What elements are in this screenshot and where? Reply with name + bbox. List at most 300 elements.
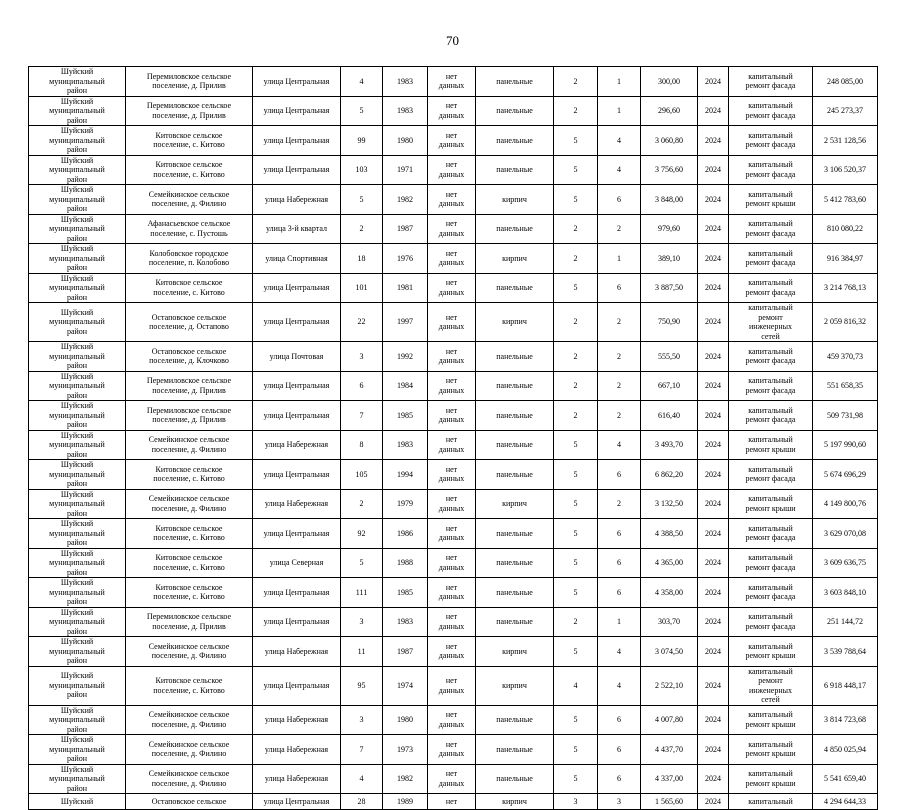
cell-text-year-built: 1982 bbox=[397, 774, 413, 783]
cell-no-data bbox=[428, 342, 476, 372]
cell-repair-year bbox=[698, 794, 729, 810]
cell-text-street: улица Центральная bbox=[263, 617, 330, 626]
cell-text-street: улица Набережная bbox=[264, 440, 329, 449]
cell-text-year-built: 1992 bbox=[397, 351, 413, 361]
cell-district bbox=[29, 244, 126, 274]
cell-entrances bbox=[598, 735, 641, 765]
cell-repair-year bbox=[698, 705, 729, 735]
cell-text-street: улица Центральная bbox=[263, 680, 330, 690]
cell-no-data bbox=[428, 637, 476, 667]
cell-text-house: 18 bbox=[357, 253, 366, 263]
cell-text-district: Шуйский муниципальный район bbox=[49, 155, 105, 184]
cell-text-area: 2 522,10 bbox=[655, 680, 683, 690]
cell-entrances bbox=[598, 342, 641, 372]
cell-text-cost: 2 531 128,56 bbox=[824, 135, 866, 145]
cell-text-house: 95 bbox=[357, 680, 366, 690]
cell-work bbox=[729, 126, 813, 156]
cell-text-repair-year: 2024 bbox=[705, 440, 721, 449]
cell-cost bbox=[813, 214, 878, 244]
cell-text-no-data: нет данных bbox=[438, 346, 465, 366]
cell-repair-year bbox=[698, 273, 729, 303]
cell-repair-year bbox=[698, 519, 729, 549]
cell-year-built bbox=[383, 185, 428, 215]
cell-text-work: капитальный ремонт фасада bbox=[745, 582, 796, 602]
cell-text-settlement: Семейкинское сельское поселение, д. Филино bbox=[148, 710, 230, 729]
cell-cost bbox=[813, 519, 878, 549]
cell-text-district: Шуйский муниципальный район bbox=[49, 214, 105, 243]
cell-text-walls: панельные bbox=[496, 715, 533, 724]
cell-text-work: капитальный ремонт крыши bbox=[745, 494, 796, 513]
cell-district bbox=[29, 342, 126, 372]
cell-text-walls: панельные bbox=[496, 351, 533, 361]
cell-text-no-data: нет данных bbox=[438, 435, 465, 454]
cell-text-no-data: нет данных bbox=[438, 189, 465, 209]
cell-district bbox=[29, 273, 126, 303]
cell-text-floors: 5 bbox=[573, 283, 578, 292]
cell-text-no-data: нет данных bbox=[438, 523, 465, 543]
cell-no-data bbox=[428, 430, 476, 460]
cell-text-area: 555,50 bbox=[658, 351, 680, 361]
cell-text-settlement: Остаповское сельское поселение, д. Клочково bbox=[149, 346, 229, 366]
cell-repair-year bbox=[698, 401, 729, 431]
cell-text-work: капитальный ремонт фасада bbox=[745, 346, 796, 366]
cell-repair-year bbox=[698, 96, 729, 126]
cell-cost bbox=[813, 96, 878, 126]
cell-repair-year bbox=[698, 126, 729, 156]
cell-text-repair-year: 2024 bbox=[705, 744, 721, 754]
cell-text-house: 7 bbox=[359, 410, 364, 420]
cell-street bbox=[253, 519, 341, 549]
cell-text-house: 5 bbox=[359, 558, 364, 567]
cell-work bbox=[729, 460, 813, 490]
cell-text-settlement: Перемиловское сельское поселение, д. Прилив bbox=[146, 612, 232, 631]
cell-text-entrances: 6 bbox=[617, 528, 621, 538]
cell-walls bbox=[476, 764, 554, 794]
cell-street bbox=[253, 735, 341, 765]
cell-text-floors: 5 bbox=[573, 528, 578, 538]
cell-entrances bbox=[598, 126, 641, 156]
table-row bbox=[29, 371, 878, 401]
cell-text-walls: панельные bbox=[496, 106, 533, 115]
cell-text-work: капитальный ремонт фасада bbox=[745, 160, 796, 179]
cell-settlement bbox=[126, 666, 253, 705]
cell-text-settlement: Семейкинское сельское поселение, д. Филино bbox=[148, 641, 230, 661]
table-row bbox=[29, 578, 878, 608]
cell-text-floors: 2 bbox=[573, 351, 578, 361]
cell-work bbox=[729, 244, 813, 274]
cell-year-built bbox=[383, 666, 428, 705]
cell-repair-year bbox=[698, 303, 729, 342]
cell-settlement bbox=[126, 303, 253, 342]
cell-floors bbox=[554, 666, 598, 705]
cell-text-settlement: Остаповское сельское bbox=[151, 796, 227, 806]
cell-text-walls: панельные bbox=[496, 165, 533, 174]
cell-entrances bbox=[598, 637, 641, 667]
cell-text-walls: панельные bbox=[496, 744, 533, 754]
cell-area bbox=[641, 735, 698, 765]
cell-text-walls: панельные bbox=[496, 440, 533, 449]
cell-street bbox=[253, 155, 341, 185]
cell-text-work: капитальный bbox=[748, 796, 793, 806]
cell-no-data bbox=[428, 578, 476, 608]
cell-house bbox=[341, 519, 383, 549]
cell-floors bbox=[554, 607, 598, 637]
cell-area bbox=[641, 67, 698, 97]
cell-area bbox=[641, 342, 698, 372]
cell-text-cost: 5 412 783,60 bbox=[824, 194, 866, 204]
cell-text-street: улица Центральная bbox=[263, 106, 330, 115]
cell-entrances bbox=[598, 489, 641, 519]
cell-house bbox=[341, 155, 383, 185]
cell-text-area: 4 358,00 bbox=[655, 587, 683, 597]
cell-area bbox=[641, 214, 698, 244]
cell-text-repair-year: 2024 bbox=[705, 774, 721, 783]
cell-text-year-built: 1985 bbox=[397, 587, 413, 597]
cell-text-settlement: Семейкинское сельское поселение, д. Филино bbox=[148, 769, 230, 788]
cell-text-house: 5 bbox=[359, 106, 364, 115]
cell-repair-year bbox=[698, 460, 729, 490]
cell-text-street: улица Центральная bbox=[263, 528, 330, 538]
cell-floors bbox=[554, 371, 598, 401]
cell-text-area: 667,10 bbox=[658, 381, 680, 390]
cell-area bbox=[641, 548, 698, 578]
cell-text-district: Шуйский муниципальный район bbox=[49, 67, 105, 95]
cell-text-entrances: 4 bbox=[617, 440, 621, 449]
cell-no-data bbox=[428, 735, 476, 765]
cell-work bbox=[729, 735, 813, 765]
cell-text-repair-year: 2024 bbox=[705, 106, 721, 115]
cell-district bbox=[29, 460, 126, 490]
cell-year-built bbox=[383, 430, 428, 460]
cell-year-built bbox=[383, 126, 428, 156]
cell-text-year-built: 1976 bbox=[397, 253, 413, 263]
cell-text-cost: 5 541 659,40 bbox=[824, 774, 866, 783]
cell-text-work: капитальный ремонт фасада bbox=[745, 612, 796, 631]
cell-text-area: 4 388,50 bbox=[655, 528, 683, 538]
cell-street bbox=[253, 96, 341, 126]
cell-no-data bbox=[428, 548, 476, 578]
cell-work bbox=[729, 519, 813, 549]
cell-area bbox=[641, 430, 698, 460]
cell-text-no-data: нет данных bbox=[438, 130, 465, 150]
cell-walls bbox=[476, 401, 554, 431]
cell-text-year-built: 1983 bbox=[397, 440, 413, 449]
table-row bbox=[29, 185, 878, 215]
cell-year-built bbox=[383, 764, 428, 794]
cell-district bbox=[29, 578, 126, 608]
cell-floors bbox=[554, 96, 598, 126]
cell-cost bbox=[813, 371, 878, 401]
cell-house bbox=[341, 371, 383, 401]
cell-walls bbox=[476, 705, 554, 735]
cell-text-house: 92 bbox=[357, 528, 366, 538]
cell-text-work: капитальный ремонт фасада bbox=[745, 130, 796, 150]
cell-entrances bbox=[598, 185, 641, 215]
cell-text-floors: 2 bbox=[573, 76, 578, 86]
cell-text-no-data: нет данных bbox=[438, 312, 465, 331]
cell-text-year-built: 1973 bbox=[397, 744, 413, 754]
cell-repair-year bbox=[698, 548, 729, 578]
cell-text-repair-year: 2024 bbox=[705, 317, 721, 327]
cell-cost bbox=[813, 401, 878, 431]
cell-cost bbox=[813, 126, 878, 156]
cell-text-walls: панельные bbox=[496, 410, 533, 420]
cell-text-street: улица Центральная bbox=[263, 381, 330, 390]
cell-walls bbox=[476, 214, 554, 244]
cell-district bbox=[29, 705, 126, 735]
cell-text-no-data: нет данных bbox=[438, 376, 465, 395]
cell-text-area: 750,90 bbox=[658, 317, 680, 327]
cell-text-entrances: 2 bbox=[617, 410, 621, 420]
cell-area bbox=[641, 303, 698, 342]
cell-text-cost: 3 603 848,10 bbox=[824, 587, 866, 597]
cell-no-data bbox=[428, 519, 476, 549]
cell-text-repair-year: 2024 bbox=[705, 680, 721, 690]
cell-text-street: улица Центральная bbox=[263, 587, 330, 597]
cell-text-no-data: нет данных bbox=[438, 582, 465, 602]
cell-cost bbox=[813, 794, 878, 810]
cell-no-data bbox=[428, 764, 476, 794]
cell-street bbox=[253, 578, 341, 608]
cell-text-entrances: 6 bbox=[617, 715, 621, 724]
cell-text-district: Шуйский муниципальный район bbox=[49, 126, 105, 154]
table-row bbox=[29, 489, 878, 519]
cell-settlement bbox=[126, 519, 253, 549]
cell-no-data bbox=[428, 666, 476, 705]
cell-text-house: 99 bbox=[357, 135, 366, 145]
cell-text-work: капитальный ремонт фасада bbox=[745, 464, 796, 484]
cell-text-work: капитальный ремонт крыши bbox=[745, 769, 796, 788]
cell-text-no-data: нет данных bbox=[438, 219, 465, 238]
cell-house bbox=[341, 430, 383, 460]
cell-text-repair-year: 2024 bbox=[705, 381, 721, 390]
cell-text-district: Шуйский муниципальный район bbox=[49, 578, 105, 606]
cell-text-repair-year: 2024 bbox=[705, 135, 721, 145]
cell-cost bbox=[813, 155, 878, 185]
cell-text-district: Шуйский муниципальный район bbox=[49, 764, 105, 793]
cell-text-house: 11 bbox=[357, 646, 366, 656]
cell-settlement bbox=[126, 342, 253, 372]
cell-text-no-data: нет данных bbox=[438, 101, 465, 120]
cell-text-year-built: 1984 bbox=[397, 381, 413, 390]
cell-text-walls: панельные bbox=[496, 469, 533, 479]
cell-year-built bbox=[383, 214, 428, 244]
cell-walls bbox=[476, 67, 554, 97]
cell-text-district: Шуйский муниципальный район bbox=[49, 96, 105, 125]
table-row bbox=[29, 244, 878, 274]
cell-walls bbox=[476, 342, 554, 372]
cell-text-house: 5 bbox=[359, 194, 364, 204]
cell-text-work: капитальный ремонт крыши bbox=[745, 641, 796, 661]
cell-text-year-built: 1997 bbox=[397, 317, 413, 327]
cell-text-walls: панельные bbox=[496, 774, 533, 783]
cell-text-no-data: нет bbox=[445, 796, 458, 806]
cell-text-house: 3 bbox=[359, 715, 364, 724]
cell-text-floors: 3 bbox=[573, 796, 578, 806]
cell-year-built bbox=[383, 401, 428, 431]
cell-text-floors: 5 bbox=[573, 440, 578, 449]
cell-repair-year bbox=[698, 244, 729, 274]
cell-floors bbox=[554, 460, 598, 490]
cell-text-work: капитальный ремонт фасада bbox=[745, 278, 796, 297]
cell-street bbox=[253, 371, 341, 401]
cell-floors bbox=[554, 430, 598, 460]
cell-text-walls: панельные bbox=[496, 558, 533, 567]
cell-text-house: 4 bbox=[359, 774, 364, 783]
cell-text-walls: кирпич bbox=[502, 646, 527, 656]
cell-settlement bbox=[126, 489, 253, 519]
cell-entrances bbox=[598, 155, 641, 185]
cell-text-settlement: Перемиловское сельское поселение, д. Прилив bbox=[146, 101, 232, 120]
cell-text-area: 3 848,00 bbox=[655, 194, 683, 204]
cell-year-built bbox=[383, 342, 428, 372]
cell-text-walls: панельные bbox=[496, 617, 533, 626]
cell-repair-year bbox=[698, 342, 729, 372]
cell-text-floors: 4 bbox=[573, 680, 578, 690]
cell-area bbox=[641, 273, 698, 303]
cell-text-house: 101 bbox=[355, 283, 368, 292]
cell-text-walls: кирпич bbox=[502, 796, 527, 806]
cell-settlement bbox=[126, 155, 253, 185]
cell-text-house: 111 bbox=[355, 587, 368, 597]
cell-area bbox=[641, 401, 698, 431]
cell-repair-year bbox=[698, 430, 729, 460]
cell-text-work: капитальный ремонт крыши bbox=[745, 710, 796, 729]
cell-text-settlement: Остаповское сельское поселение, д. Остапово bbox=[149, 312, 229, 331]
cell-floors bbox=[554, 244, 598, 274]
cell-no-data bbox=[428, 794, 476, 810]
cell-text-area: 4 007,80 bbox=[655, 715, 683, 724]
cell-settlement bbox=[126, 578, 253, 608]
cell-entrances bbox=[598, 96, 641, 126]
cell-settlement bbox=[126, 735, 253, 765]
cell-text-street: улица Центральная bbox=[263, 317, 330, 327]
cell-cost bbox=[813, 460, 878, 490]
cell-text-work: капитальный ремонт фасада bbox=[745, 219, 796, 238]
cell-text-year-built: 1982 bbox=[397, 194, 413, 204]
cell-text-no-data: нет данных bbox=[438, 739, 465, 759]
cell-settlement bbox=[126, 273, 253, 303]
cell-no-data bbox=[428, 607, 476, 637]
table-row bbox=[29, 735, 878, 765]
cell-repair-year bbox=[698, 637, 729, 667]
cell-text-settlement: Колобовское городское поселение, п. Колобово bbox=[148, 248, 230, 268]
cell-text-cost: 4 850 025,94 bbox=[824, 744, 866, 754]
cell-text-district: Шуйский муниципальный район bbox=[49, 607, 105, 636]
cell-text-district: Шуйский муниципальный район bbox=[49, 371, 105, 400]
cell-text-area: 616,40 bbox=[658, 410, 680, 420]
cell-text-year-built: 1994 bbox=[397, 469, 413, 479]
cell-settlement bbox=[126, 67, 253, 97]
cell-entrances bbox=[598, 666, 641, 705]
cell-walls bbox=[476, 735, 554, 765]
cell-cost bbox=[813, 666, 878, 705]
cell-walls bbox=[476, 607, 554, 637]
cell-text-street: улица Центральная bbox=[263, 76, 330, 86]
cell-text-entrances: 1 bbox=[617, 76, 621, 86]
table-row bbox=[29, 214, 878, 244]
cell-text-floors: 5 bbox=[573, 165, 578, 174]
cell-text-entrances: 1 bbox=[617, 253, 621, 263]
cell-settlement bbox=[126, 548, 253, 578]
cell-text-floors: 5 bbox=[573, 744, 578, 754]
cell-house bbox=[341, 666, 383, 705]
cell-text-entrances: 6 bbox=[617, 774, 621, 783]
cell-no-data bbox=[428, 371, 476, 401]
cell-text-street: улица Северная bbox=[269, 558, 324, 567]
cell-text-cost: 245 273,37 bbox=[827, 106, 863, 115]
capital-repair-table bbox=[28, 66, 878, 810]
cell-cost bbox=[813, 185, 878, 215]
cell-entrances bbox=[598, 548, 641, 578]
table-row bbox=[29, 126, 878, 156]
cell-walls bbox=[476, 578, 554, 608]
cell-cost bbox=[813, 244, 878, 274]
cell-district bbox=[29, 607, 126, 637]
cell-text-entrances: 4 bbox=[617, 646, 621, 656]
cell-district bbox=[29, 155, 126, 185]
cell-text-cost: 551 658,35 bbox=[827, 381, 863, 390]
cell-text-area: 1 565,60 bbox=[655, 796, 683, 806]
cell-work bbox=[729, 214, 813, 244]
cell-text-area: 4 365,00 bbox=[655, 558, 683, 567]
cell-year-built bbox=[383, 273, 428, 303]
cell-floors bbox=[554, 548, 598, 578]
cell-text-settlement: Китовское сельское поселение, с. Китово bbox=[153, 130, 225, 150]
cell-text-settlement: Китовское сельское поселение, с. Китово bbox=[153, 278, 225, 297]
cell-area bbox=[641, 637, 698, 667]
cell-house bbox=[341, 460, 383, 490]
cell-work bbox=[729, 607, 813, 637]
cell-text-work: капитальный ремонт фасада bbox=[745, 553, 796, 572]
cell-repair-year bbox=[698, 764, 729, 794]
cell-work bbox=[729, 794, 813, 810]
cell-text-area: 3 132,50 bbox=[655, 499, 683, 508]
cell-text-walls: кирпич bbox=[502, 317, 527, 327]
cell-text-repair-year: 2024 bbox=[705, 646, 721, 656]
cell-floors bbox=[554, 273, 598, 303]
cell-year-built bbox=[383, 705, 428, 735]
cell-text-street: улица Центральная bbox=[263, 165, 330, 174]
cell-work bbox=[729, 705, 813, 735]
cell-no-data bbox=[428, 460, 476, 490]
cell-text-street: улица Набережная bbox=[264, 194, 329, 204]
cell-street bbox=[253, 342, 341, 372]
cell-street bbox=[253, 460, 341, 490]
cell-text-entrances: 6 bbox=[617, 194, 621, 204]
cell-no-data bbox=[428, 126, 476, 156]
cell-no-data bbox=[428, 185, 476, 215]
cell-area bbox=[641, 705, 698, 735]
cell-area bbox=[641, 371, 698, 401]
cell-text-floors: 2 bbox=[573, 381, 578, 390]
table-row bbox=[29, 548, 878, 578]
cell-text-area: 3 060,80 bbox=[655, 135, 683, 145]
cell-district bbox=[29, 214, 126, 244]
cell-house bbox=[341, 244, 383, 274]
cell-year-built bbox=[383, 96, 428, 126]
cell-district bbox=[29, 764, 126, 794]
cell-floors bbox=[554, 735, 598, 765]
cell-no-data bbox=[428, 273, 476, 303]
cell-text-cost: 810 080,22 bbox=[827, 224, 863, 233]
table-row bbox=[29, 794, 878, 810]
cell-text-no-data: нет данных bbox=[438, 248, 465, 268]
cell-text-cost: 6 918 448,17 bbox=[824, 680, 866, 690]
cell-text-floors: 2 bbox=[573, 106, 578, 115]
cell-text-entrances: 6 bbox=[617, 558, 621, 567]
cell-no-data bbox=[428, 303, 476, 342]
